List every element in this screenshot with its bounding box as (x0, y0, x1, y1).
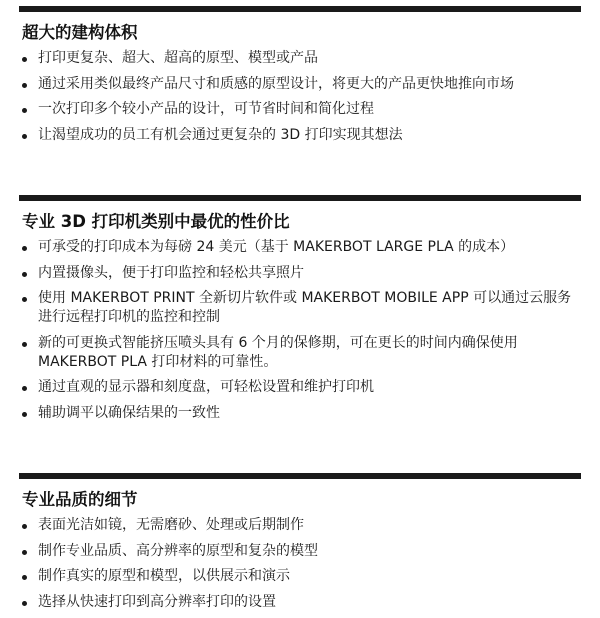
list-item (19, 378, 581, 397)
bullet-list (19, 49, 581, 145)
list-item-text: 内置摄像头，便于打印监控和轻松共享照片 (38, 264, 304, 281)
bullet-dot-icon (22, 524, 27, 529)
list-item-text: 选择从快速打印到高分辨率打印的设置 (38, 593, 276, 610)
bullet-dot-icon (22, 386, 27, 391)
list-item-text: 打印更复杂、超大、超高的原型、模型或产品 (38, 50, 318, 66)
list-item (19, 100, 581, 119)
list-item-text: 新的可更换式智能挤压喷头具有 6 个月的保修期，可在更长的时间内确保使用 MAKERBOT PLA 打印材料的可靠性。 (38, 334, 518, 370)
section-quality (19, 473, 581, 618)
list-item-text: 通过采用类似最终产品尺寸和质感的原型设计，将更大的产品更快地推向市场 (38, 75, 514, 92)
bullet-dot-icon (22, 134, 27, 139)
list-item-text: 让渴望成功的员工有机会通过更复杂的 3D 打印实现其想法 (38, 126, 403, 143)
list-item (19, 334, 583, 372)
section-title: 专业 3D 打印机类别中最优的性价比 (22, 212, 290, 231)
bullet-dot-icon (22, 246, 27, 251)
bullet-dot-icon (22, 412, 27, 417)
list-item-text: 制作专业品质、高分辨率的原型和复杂的模型 (38, 542, 318, 559)
section-title: 专业品质的细节 (22, 490, 138, 509)
list-item-text: 一次打印多个较小产品的设计，可节省时间和简化过程 (38, 101, 374, 117)
bullet-list (19, 516, 581, 612)
list-item (19, 289, 583, 327)
list-item-text: 可承受的打印成本为每磅 24 美元（基于 MAKERBOT LARGE PLA 的成本） (38, 239, 515, 255)
list-item (19, 593, 581, 612)
list-item (19, 49, 581, 68)
section-build-volume (19, 6, 581, 151)
list-item-text: 使用 MAKERBOT PRINT 全新切片软件或 MAKERBOT MOBILE APP 可以通过云服务进行远程打印机的监控和控制 (38, 290, 572, 325)
bullet-dot-icon (22, 83, 27, 88)
bullet-dot-icon (22, 550, 27, 555)
list-item (19, 238, 581, 257)
list-item-text: 通过直观的显示器和刻度盘，可轻松设置和维护打印机 (38, 379, 374, 395)
bullet-dot-icon (22, 342, 27, 347)
section-title: 超大的建构体积 (22, 23, 138, 42)
list-item (19, 264, 581, 283)
list-item-text: 辅助调平以确保结果的一致性 (38, 404, 220, 421)
list-item (19, 542, 581, 561)
bullet-dot-icon (22, 297, 27, 302)
list-item (19, 516, 581, 535)
bullet-dot-icon (22, 57, 27, 62)
list-item (19, 404, 581, 423)
bullet-dot-icon (22, 108, 27, 113)
list-item-text: 制作真实的原型和模型，以供展示和演示 (38, 568, 290, 584)
bullet-dot-icon (22, 575, 27, 580)
bullet-dot-icon (22, 601, 27, 606)
section-divider (19, 6, 581, 12)
list-item (19, 567, 581, 586)
section-divider (19, 473, 581, 479)
list-item (19, 75, 581, 94)
list-item (19, 126, 581, 145)
section-value (19, 195, 581, 429)
bullet-list (19, 238, 581, 423)
bullet-dot-icon (22, 272, 27, 277)
section-divider (19, 195, 581, 201)
list-item-text: 表面光洁如镜，无需磨砂、处理或后期制作 (38, 517, 304, 533)
